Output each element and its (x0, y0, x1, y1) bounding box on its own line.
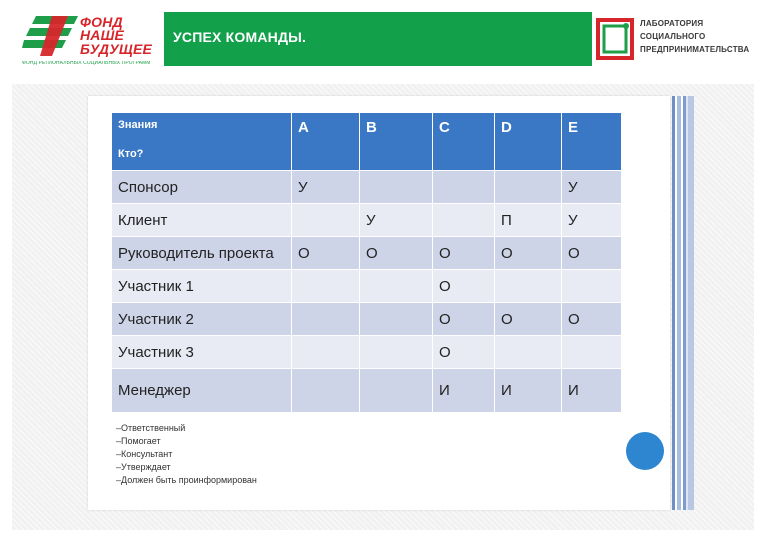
fund-logo-line1: ФОНД (80, 14, 123, 30)
table-row (112, 270, 622, 303)
fund-logo (22, 14, 154, 66)
table-cell: И (495, 369, 562, 413)
lab-logo-line1: ЛАБОРАТОРИЯ (640, 19, 704, 28)
fund-logo-tagline: ФОНД РЕГИОНАЛЬНЫХ СОЦИАЛЬНЫХ ПРОГРАММ (22, 61, 151, 66)
column-header: B (360, 113, 433, 171)
lab-logo-line3: ПРЕДПРИНИМАТЕЛЬСТВА (640, 45, 750, 54)
table-row (112, 336, 622, 369)
table-cell: О (495, 303, 562, 336)
table-cell (292, 303, 360, 336)
role-cell: Участник 3 (112, 336, 292, 369)
lab-logo-square-icon (596, 16, 636, 62)
column-header: E (562, 113, 622, 171)
table-cell: О (433, 336, 495, 369)
table-cell (360, 270, 433, 303)
table-cell (495, 270, 562, 303)
table-cell: У (562, 204, 622, 237)
table-cell (292, 204, 360, 237)
raci-table (111, 112, 622, 413)
role-cell: Менеджер (112, 369, 292, 413)
table-cell (292, 270, 360, 303)
table-cell (360, 303, 433, 336)
role-cell: Участник 2 (112, 303, 292, 336)
table-cell (360, 336, 433, 369)
corner-top-label: Знания (118, 119, 158, 131)
table-cell: О (562, 237, 622, 270)
table-cell (292, 336, 360, 369)
lab-logo (592, 12, 768, 66)
legend-item: –Ответственный (116, 423, 186, 433)
table-cell: У (562, 171, 622, 204)
page-title: УСПЕХ КОМАНДЫ. (173, 29, 307, 45)
table-row (112, 204, 622, 237)
fund-logo-line3: БУДУЩЕЕ (80, 41, 153, 57)
role-cell: Спонсор (112, 171, 292, 204)
table-header-row (112, 113, 622, 171)
role-cell: Клиент (112, 204, 292, 237)
column-header: C (433, 113, 495, 171)
legend-item: –Консультант (116, 449, 173, 459)
table-cell (562, 336, 622, 369)
role-cell: Участник 1 (112, 270, 292, 303)
legend-item: –Должен быть проинформирован (116, 475, 257, 485)
decor-circle (626, 432, 664, 470)
table-cell (292, 369, 360, 413)
table-cell (360, 369, 433, 413)
table-cell: И (433, 369, 495, 413)
table-cell: О (495, 237, 562, 270)
table-row (112, 237, 622, 270)
table-cell: О (433, 303, 495, 336)
table-cell: О (292, 237, 360, 270)
table-cell: У (292, 171, 360, 204)
table-row (112, 171, 622, 204)
table-cell (433, 204, 495, 237)
table-corner-cell (112, 113, 292, 171)
slide-edge-stripes (672, 96, 694, 510)
header (0, 0, 780, 82)
table-cell (562, 270, 622, 303)
table-cell: О (433, 237, 495, 270)
table-cell: О (360, 237, 433, 270)
table-cell (360, 171, 433, 204)
table-cell: О (433, 270, 495, 303)
fund-logo-line2: НАШЕ (80, 27, 125, 43)
table-cell (433, 171, 495, 204)
legend-item: –Утверждает (116, 462, 171, 472)
table-cell: У (360, 204, 433, 237)
table-cell (495, 171, 562, 204)
legend-item: –Помогает (116, 436, 161, 446)
table-cell: И (562, 369, 622, 413)
table-cell (495, 336, 562, 369)
column-header: A (292, 113, 360, 171)
table-row (112, 303, 622, 336)
column-header: D (495, 113, 562, 171)
table-cell: О (562, 303, 622, 336)
table-cell: П (495, 204, 562, 237)
legend-list (116, 422, 257, 487)
corner-bottom-label: Кто? (118, 148, 144, 160)
table-row (112, 369, 622, 413)
fund-logo-stripes-icon (22, 14, 78, 58)
role-cell: Руководитель проекта (112, 237, 292, 270)
lab-logo-line2: СОЦИАЛЬНОГО (640, 32, 706, 41)
